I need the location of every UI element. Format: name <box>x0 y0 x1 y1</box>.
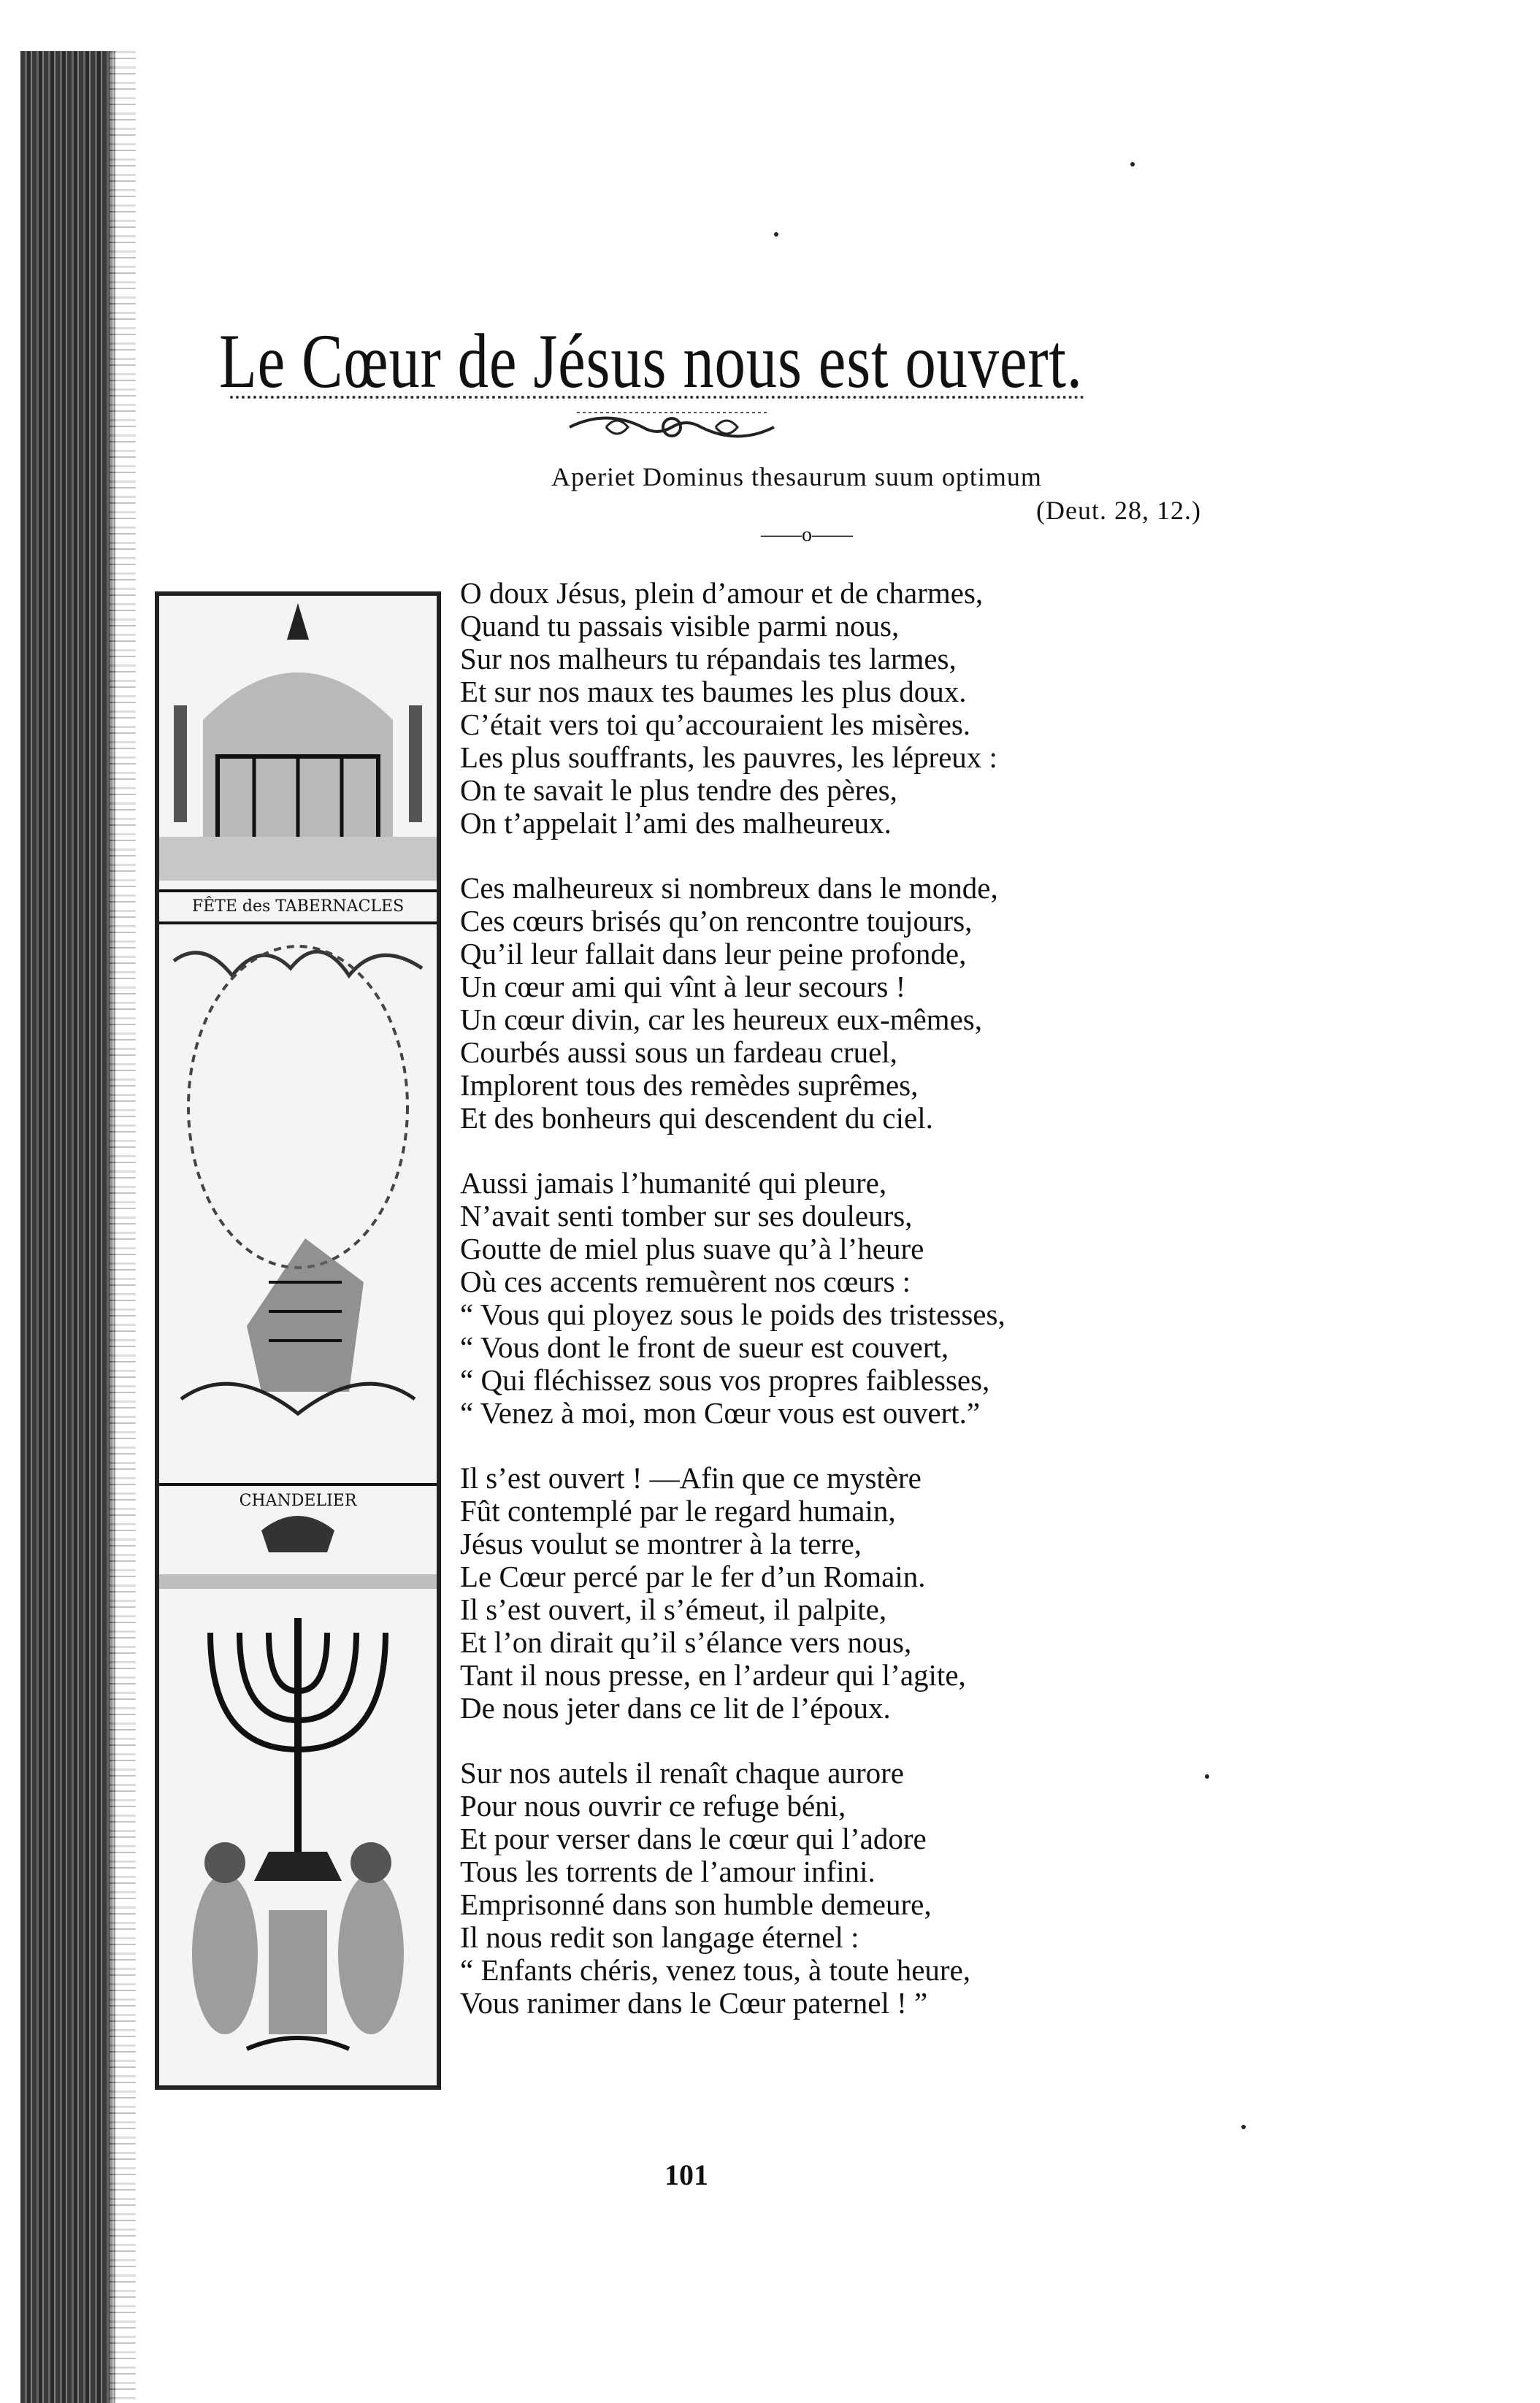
verse-line: Les plus souffrants, les pauvres, les lépreux : <box>460 740 997 774</box>
verse-line: “ Vous dont le front de sueur est couvert, <box>460 1330 949 1364</box>
verse-line: Vous ranimer dans le Cœur paternel ! ” <box>460 1986 928 2020</box>
engraving-image <box>159 596 437 2085</box>
verse-line: On te savait le plus tendre des pères, <box>460 773 897 807</box>
verse-line: Et sur nos maux tes baumes les plus doux. <box>460 675 967 708</box>
verse-line: Ces cœurs brisés qu’on rencontre toujours, <box>460 904 973 938</box>
verse-line: De nous jeter dans ce lit de l’époux. <box>460 1691 891 1725</box>
print-speck <box>1205 1774 1209 1779</box>
book-spine-shadow <box>20 51 115 2403</box>
verse-line: “ Qui fléchissez sous vos propres faiblesses, <box>460 1363 990 1397</box>
verse-line: Il nous redit son langage éternel : <box>460 1920 859 1954</box>
print-speck <box>1241 2125 1246 2129</box>
verse-line: Tous les torrents de l’amour infini. <box>460 1855 876 1888</box>
page-number: 101 <box>664 2158 708 2191</box>
verse-line: Quand tu passais visible parmi nous, <box>460 609 900 643</box>
verse-line: Sur nos malheurs tu répandais tes larmes, <box>460 642 957 675</box>
print-speck <box>1130 162 1135 166</box>
verse-line: Tant il nous presse, en l’ardeur qui l’agite, <box>460 1658 966 1692</box>
print-speck <box>774 232 778 237</box>
verse-line: C’était vers toi qu’accouraient les misères. <box>460 708 971 741</box>
illustration-caption-2: CHANDELIER <box>239 1492 357 1510</box>
verse-line: Aussi jamais l’humanité qui pleure, <box>460 1166 887 1200</box>
verse-line: N’avait senti tomber sur ses douleurs, <box>460 1199 913 1233</box>
stanza-5 <box>460 1757 1497 2020</box>
verse-line: Qu’il leur fallait dans leur peine profonde, <box>460 937 967 970</box>
page-gutter <box>110 51 136 2403</box>
title-underline <box>230 396 1084 399</box>
verse-line: Il s’est ouvert, il s’émeut, il palpite, <box>460 1593 887 1626</box>
verse-line: “ Venez à moi, mon Cœur vous est ouvert.” <box>460 1396 981 1430</box>
verse-line: Sur nos autels il renaît chaque aurore <box>460 1756 904 1790</box>
epigraph <box>551 460 1208 527</box>
verse-line: Et l’on dirait qu’il s’élance vers nous, <box>460 1625 912 1659</box>
verse-line: Implorent tous des remèdes suprêmes, <box>460 1068 919 1102</box>
epigraph-text: Aperiet Dominus thesaurum suum optimum <box>551 462 1042 491</box>
verse-line: On t’appelait l’ami des malheureux. <box>460 806 892 840</box>
verse-line: Courbés aussi sous un fardeau cruel, <box>460 1035 897 1069</box>
engraved-illustration-column <box>155 591 441 2090</box>
verse-line: Jésus voulut se montrer à la terre, <box>460 1527 862 1560</box>
verse-line: Où ces accents remuèrent nos cœurs : <box>460 1265 911 1298</box>
verse-line: “ Enfants chéris, venez tous, à toute heure, <box>460 1953 971 1987</box>
stanza-3 <box>460 1167 1497 1430</box>
verse-line: Un cœur divin, car les heureux eux-mêmes, <box>460 1003 982 1036</box>
decorative-flourish-icon <box>562 405 781 449</box>
verse-line: Et pour verser dans le cœur qui l’adore <box>460 1822 927 1855</box>
stanza-1 <box>460 577 1497 840</box>
epigraph-reference: (Deut. 28, 12.) <box>1036 496 1201 525</box>
verse-line: Emprisonné dans son humble demeure, <box>460 1887 932 1921</box>
verse-line: Il s’est ouvert ! —Afin que ce mystère <box>460 1461 922 1495</box>
verse-line: Un cœur ami qui vînt à leur secours ! <box>460 970 906 1003</box>
verse-line: Goutte de miel plus suave qu’à l’heure <box>460 1232 924 1265</box>
verse-line: Pour nous ouvrir ce refuge béni, <box>460 1789 846 1823</box>
verse-line: “ Vous qui ployez sous le poids des tristesses, <box>460 1298 1005 1331</box>
stanza-2 <box>460 872 1497 1135</box>
verse-line: O doux Jésus, plein d’amour et de charmes, <box>460 576 984 610</box>
verse-line: Le Cœur percé par le fer d’un Romain. <box>460 1560 926 1593</box>
section-divider: ——o—— <box>761 524 853 546</box>
poem <box>460 577 1497 2052</box>
verse-line: Fût contemplé par le regard humain, <box>460 1494 896 1528</box>
verse-line: Et des bonheurs qui descendent du ciel. <box>460 1101 933 1135</box>
stanza-4 <box>460 1462 1497 1725</box>
verse-line: Ces malheureux si nombreux dans le monde, <box>460 871 998 905</box>
illustration-caption-1: FÊTE des TABERNACLES <box>191 897 405 916</box>
page-title: Le Cœur de Jésus nous est ouvert. <box>219 318 1083 404</box>
